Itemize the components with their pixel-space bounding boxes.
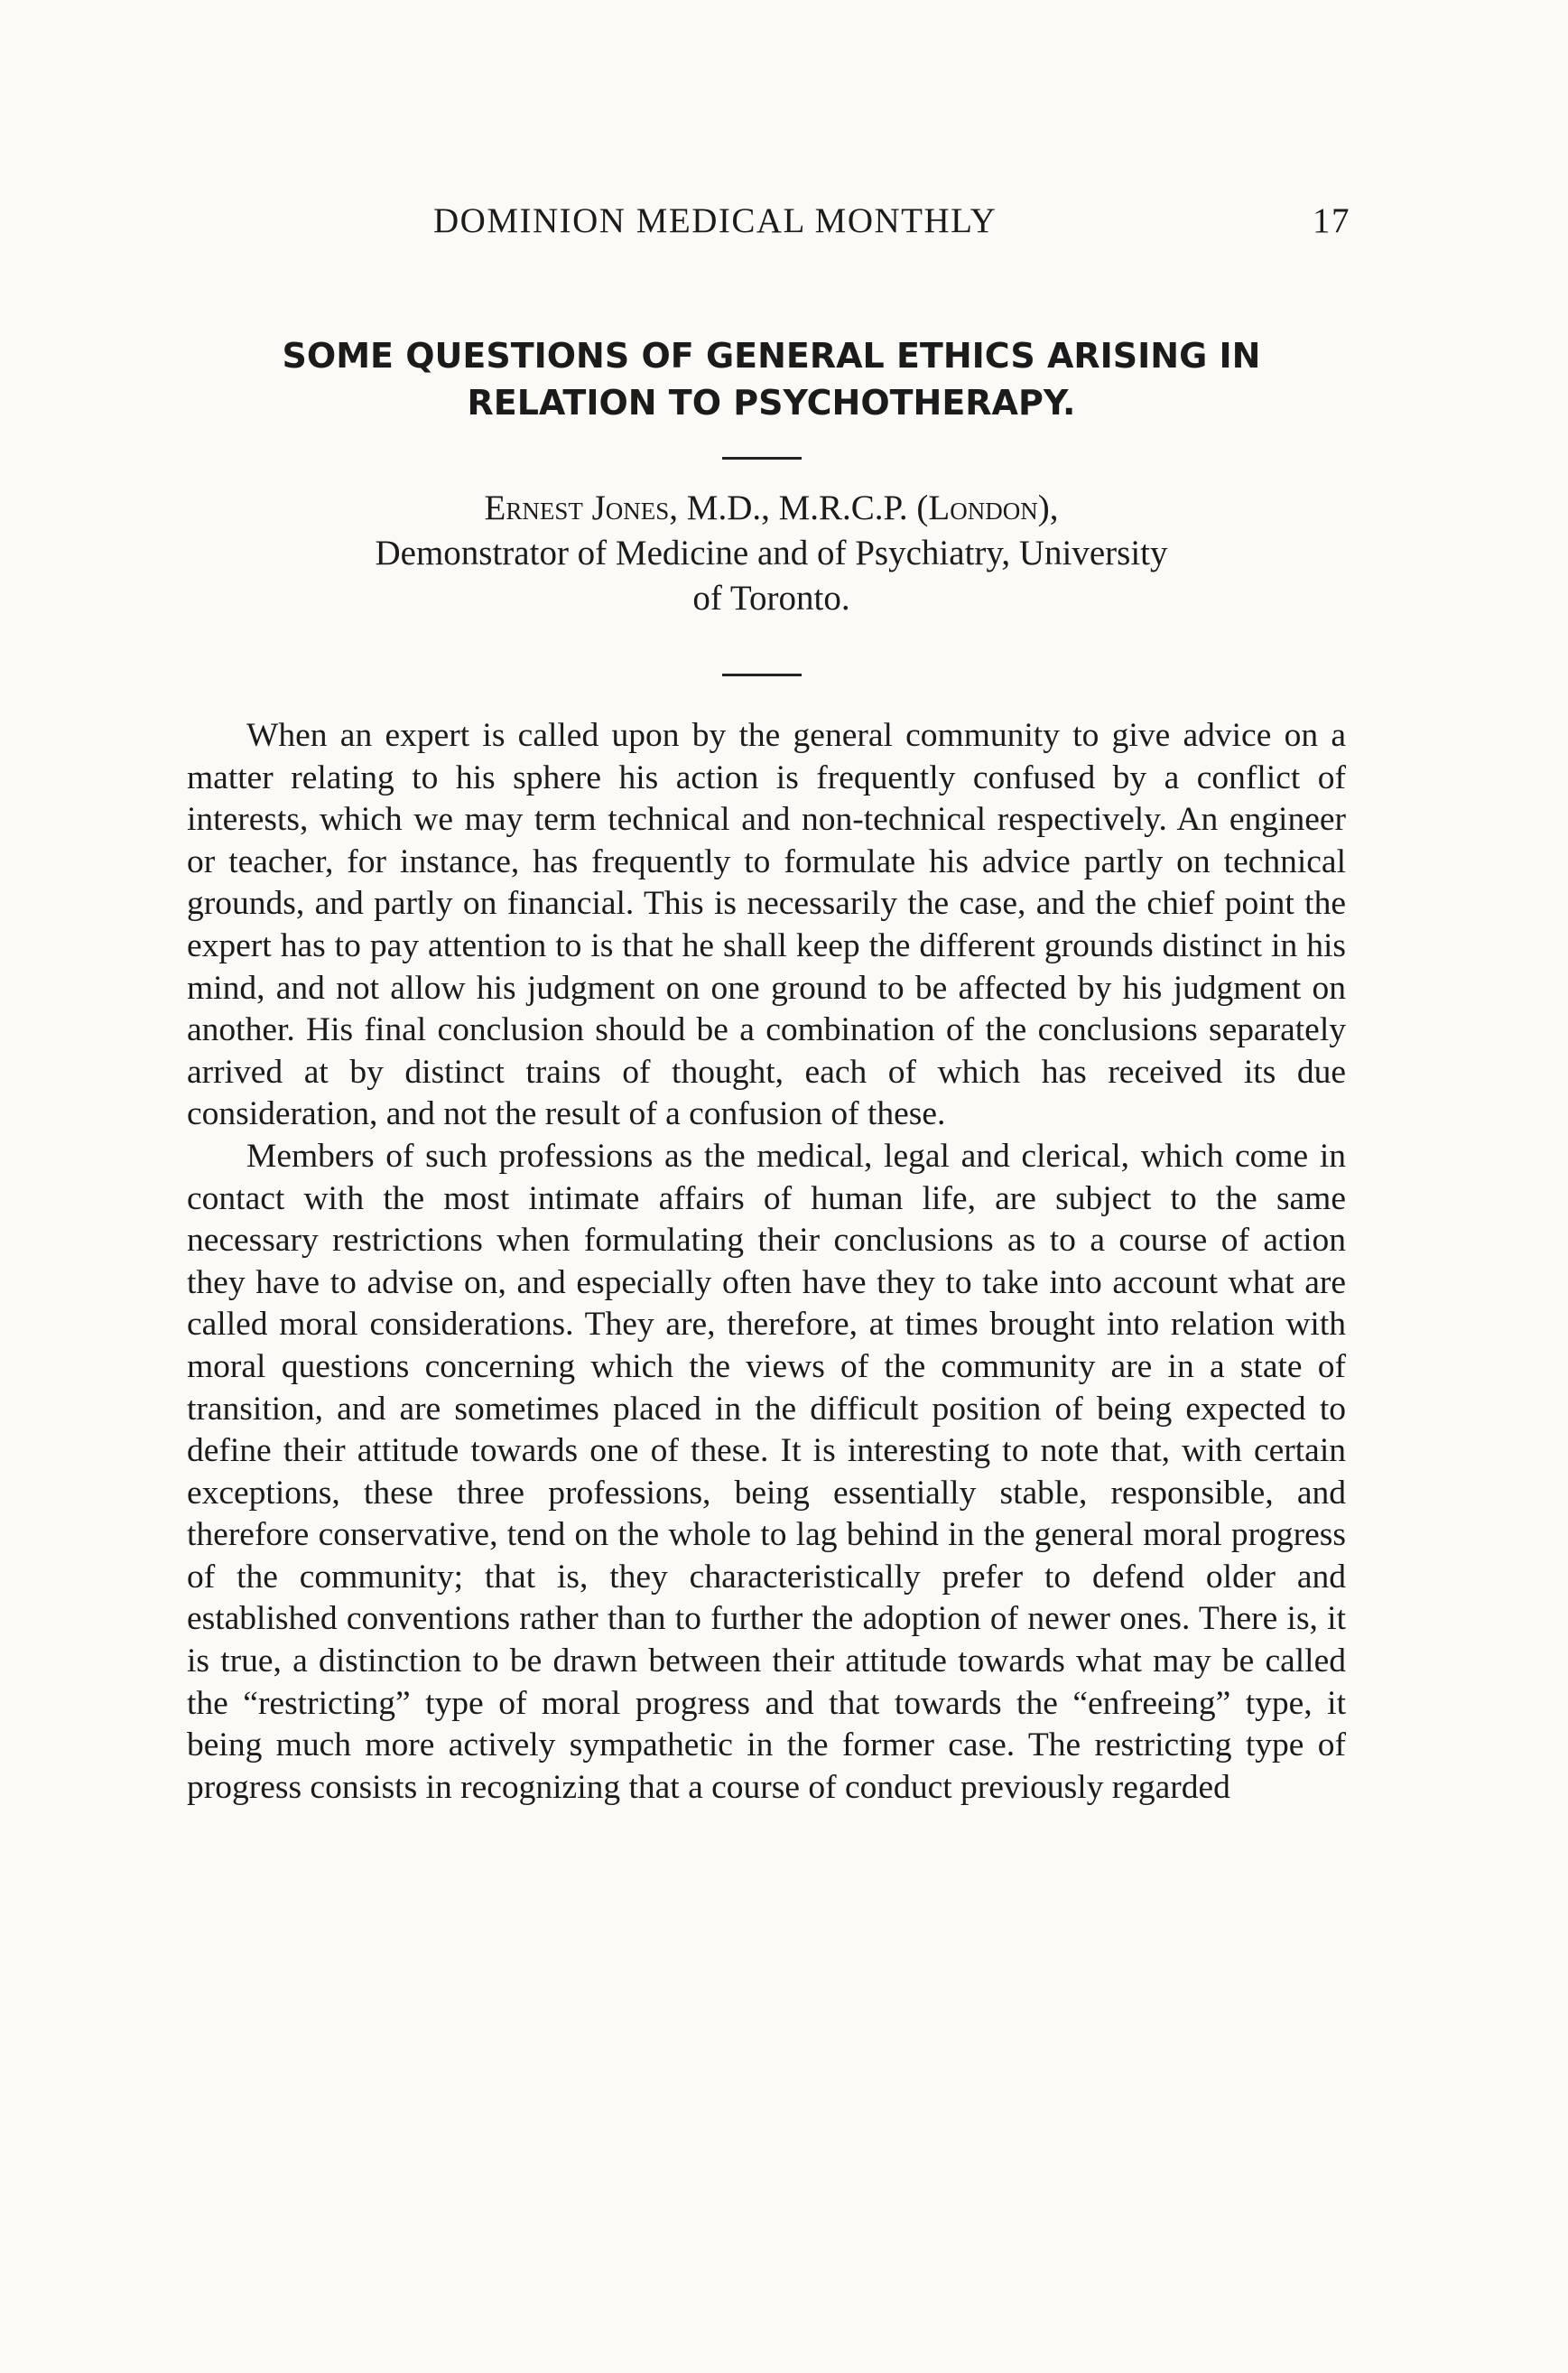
- author-degrees: , M.D., M.R.C.P. (: [669, 489, 929, 527]
- byline-divider: [722, 674, 802, 676]
- author-close: ),: [1037, 489, 1059, 527]
- page-number: 17: [1313, 201, 1350, 240]
- affiliation-line-1: Demonstrator of Medicine and of Psychiatry, University: [375, 534, 1168, 572]
- article-body: [187, 715, 1346, 1809]
- author-name: Ernest Jones: [484, 489, 670, 527]
- journal-title: DOMINION MEDICAL MONTHLY: [433, 201, 997, 240]
- byline: [192, 486, 1350, 621]
- article-title-line-2: RELATION TO PSYCHOTHERAPY.: [467, 383, 1076, 423]
- body-paragraph: Members of such professions as the medical, legal and clerical, which come in contact with the most intimate affairs of human life, are subject to the same necessary restrictions when formulating their conclusions as to a course of action they have to advise on, and especially often have they to take into account what are called moral considerations. They are, therefore, at times brought into relation with moral questions concerning which the views of the community are in a state of transition, and are sometimes placed in the difficult position of being expected to define their attitude towards one of these. It is interesting to note that, with certain exceptions, these three professions, being essentially stable, responsible, and therefore conservative, tend on the whole to lag behind in the general moral progress of the community; that is, they characteristically prefer to defend older and established conventions rather than to further the adoption of newer ones. There is, it is true, a distinction to be drawn between their attitude towards what may be called the “restricting” type of moral progress and that towards the “enfreeing” type, it being much more actively sympathetic in the former case. The restricting type of progress consists in recognizing that a course of conduct previously regarded: [187, 1137, 1346, 1806]
- article-title: [192, 332, 1350, 426]
- title-divider: [722, 457, 802, 460]
- article-title-line-1: SOME QUESTIONS OF GENERAL ETHICS ARISING IN: [282, 336, 1261, 376]
- author-line: [192, 486, 1350, 531]
- author-city: London: [928, 489, 1038, 527]
- affiliation-line-2: of Toronto.: [692, 579, 850, 618]
- body-paragraph: When an expert is called upon by the general community to give advice on a matter relating to his sphere his action is frequently confused by a conflict of interests, which we may term technical and non-technical respectively. An engineer or teacher, for instance, has frequently to formulate his advice partly on technical grounds, and partly on financial. This is necessarily the case, and the chief point the expert has to pay attention to is that he shall keep the different grounds distinct in his mind, and not allow his judgment on one ground to be affected by his judgment on another. His final conclusion should be a combination of the conclusions separately arrived at by distinct trains of thought, each of which has received its due consideration, and not the result of a confusion of these.: [187, 717, 1346, 1133]
